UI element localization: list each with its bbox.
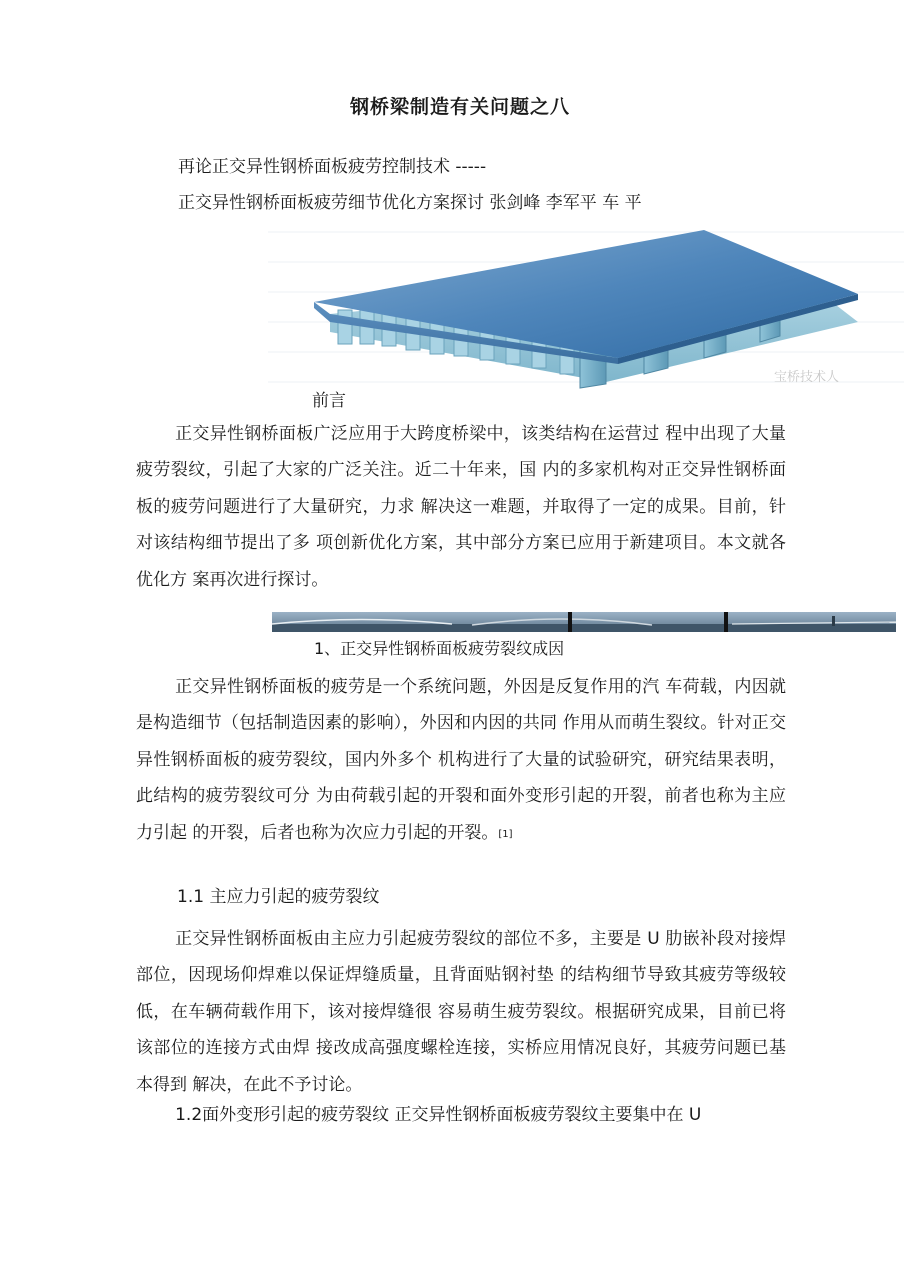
preface-heading: 前言 xyxy=(312,391,346,411)
bridge-deck-figure xyxy=(268,222,904,390)
section-1-paragraph xyxy=(136,669,786,854)
figure-watermark: 宝桥技术人 xyxy=(774,370,840,385)
preface-paragraph: 正交异性钢桥面板广泛应用于大跨度桥梁中，该类结构在运营过 程中出现了大量疲劳裂纹，引起了大家的广泛关注。近二十年来，国 内的多家机构对正交异性钢桥面板的疲劳问题进行了大量研究，力求 解决这一难题，并取得了一定的成果。目前，针对该结构细节提出了多 项创新优化方案，其中部分方案已应用于新建项目。本文就各优化方 案再次进行探讨。 xyxy=(136,424,786,590)
section-1-2-line: 1.2面外变形引起的疲劳裂纹 正交异性钢桥面板疲劳裂纹主要集中在 U xyxy=(175,1105,702,1125)
bridge-photo-strip xyxy=(272,612,896,632)
section-1-1-heading: 1.1 主应力引起的疲劳裂纹 xyxy=(177,887,380,907)
citation-reference[interactable]: [1] xyxy=(498,828,513,840)
subtitle-line-2: 正交异性钢桥面板疲劳细节优化方案探讨 张剑峰 李军平 车 平 xyxy=(178,193,642,213)
subtitle-line-1: 再论正交异性钢桥面板疲劳控制技术 ----- xyxy=(178,157,487,177)
section-1-paragraph-text: 正交异性钢桥面板的疲劳是一个系统问题，外因是反复作用的汽 车荷载，内因就是构造细节（包括制造因素的影响），外因和内因的共同 作用从而萌生裂纹。针对正交异性钢桥面板的疲劳裂纹，国内外多个 机构进行了大量的试验研究，研究结果表明，此结构的疲劳裂纹可分 为由荷载引起的开裂和面外变形引起的开裂，前者也称为主应力引起 的开裂，后者也称为次应力引起的开裂。 xyxy=(136,677,786,843)
section-1-1-paragraph: 正交异性钢桥面板由主应力引起疲劳裂纹的部位不多，主要是 U 肋嵌补段对接焊部位，因现场仰焊难以保证焊缝质量，且背面贴钢衬垫 的结构细节导致其疲劳等级较低，在车辆荷载作用下，该对接焊缝很 容易萌生疲劳裂纹。根据研究成果，目前已将该部位的连接方式由焊 接改成高强度螺栓连接，实桥应用情况良好，其疲劳问题已基本得到 解决，在此不予讨论。 xyxy=(136,929,786,1095)
section-1-heading: 1、正交异性钢桥面板疲劳裂纹成因 xyxy=(314,639,565,658)
document-title: 钢桥梁制造有关问题之八 xyxy=(349,96,570,118)
